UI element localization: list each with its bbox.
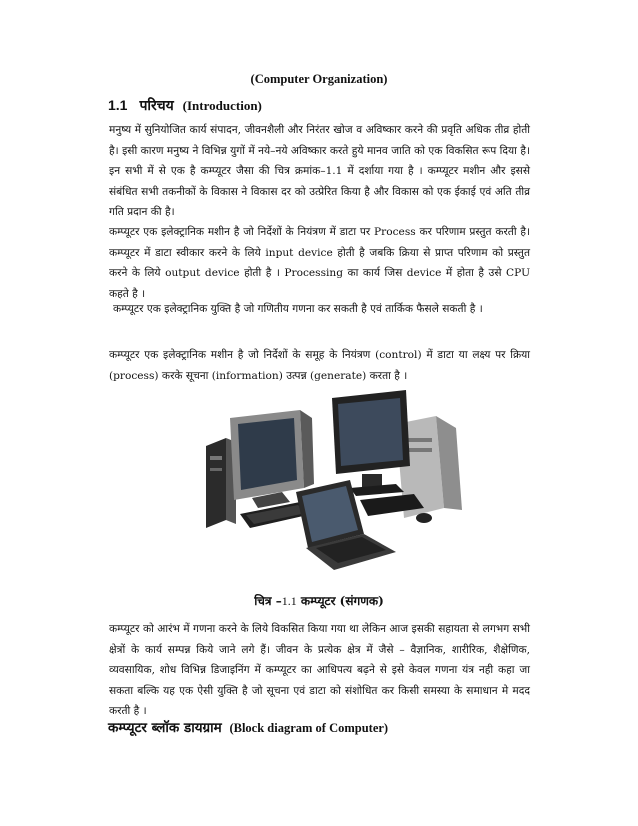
section-title-english: (Introduction)	[182, 98, 262, 113]
lcd-monitor-icon	[332, 390, 410, 496]
caption-title: कम्प्यूटर (संगणक)	[300, 594, 384, 608]
mouse-icon	[416, 513, 432, 523]
section-heading-block-diagram	[108, 718, 388, 736]
paragraph-machine: कम्प्यूटर एक इलेक्ट्रानिक मशीन है जो निर्देशों के समूह के नियंत्रण (control) में डाटा या लक्ष्य पर क्रिया (process) करके सूचना (information) उत्पन्न (generate) करता है ।	[109, 349, 530, 382]
cpu-tower-icon	[206, 438, 236, 528]
paragraph-definition: कम्प्यूटर एक इलेक्ट्रानिक मशीन है जो निर्देशों के नियंत्रण में डाटा पर Process कर परिणाम प्रस्तुत करती है। कम्प्यूटर में डाटा स्वीकार करने के लिये input device होती है जबकि क्रिया से प्राप्त परिणाम को प्रस्तुत करने के लिये output device होती है । Processing का कार्य जिस device में होता है उसे CPU कहते है ।	[109, 226, 530, 300]
section-heading-introduction	[108, 96, 262, 115]
page-header: (Computer Organization)	[250, 72, 388, 86]
figure-caption	[0, 592, 638, 609]
paragraph-intro: मनुष्य में सुनियोजित कार्य संपादन, जीवनशैली और निरंतर खोज व अविष्कार करने की प्रवृति अधिक तीव्र होती है। इसी कारण मनुष्य ने विभिन्न युगों में नये–नये अविष्कार करते हुये मानव जाति को एक विकसित रूप दिया है। इन सभी में से एक है कम्प्यूटर जैसा की चित्र क्रमांक–1.1 में दर्शाया गया है । कम्प्यूटर मशीन और इससे संबंधित सभी तकनीकों के विकास ने विकास दर को उत्प्रेरित किया है और विकास को एक ईकाई एवं अति तीव्र गति प्रदान की है।	[109, 124, 530, 218]
section-number: 1.1	[108, 97, 128, 113]
section-title-hindi: कम्प्यूटर ब्लॉक डायग्राम	[108, 720, 222, 736]
caption-number: 1.1	[281, 594, 297, 608]
section-title-hindi: परिचय	[139, 98, 174, 114]
section-title-english: (Block diagram of Computer)	[229, 721, 389, 735]
caption-prefix: चित्र –	[254, 594, 282, 608]
paragraph-applications: कम्प्यूटर को आरंभ में गणना करने के लिये विकसित किया गया था लेकिन आज इसकी सहायता से लगभग सभी क्षेत्रों के कार्य सम्पन्न किये जाने लगे हैं। जीवन के प्रत्येक क्षेत्र में जैसे – वैज्ञानिक, शारीरिक, शैक्षेणिक, व्यवसायिक, शोध विभिन्न डिजाइनिंग में कम्प्यूटर का आधिपत्य बढ़ने से इसे केवल गणना यंत्र नही कहा जा सकता बल्कि यह एक ऐसी युक्ति है जो सूचना एवं डाटा को संशोधित कर किसी समस्या के समाधान मे मदद करती है ।	[109, 623, 530, 717]
paragraph-electronic-device: कम्प्यूटर एक इलेक्ट्रानिक युक्ति है जो गणितीय गणना कर सकती है एवं तार्किक फैसले सकती है ।	[113, 303, 483, 315]
computers-photo	[200, 388, 470, 573]
